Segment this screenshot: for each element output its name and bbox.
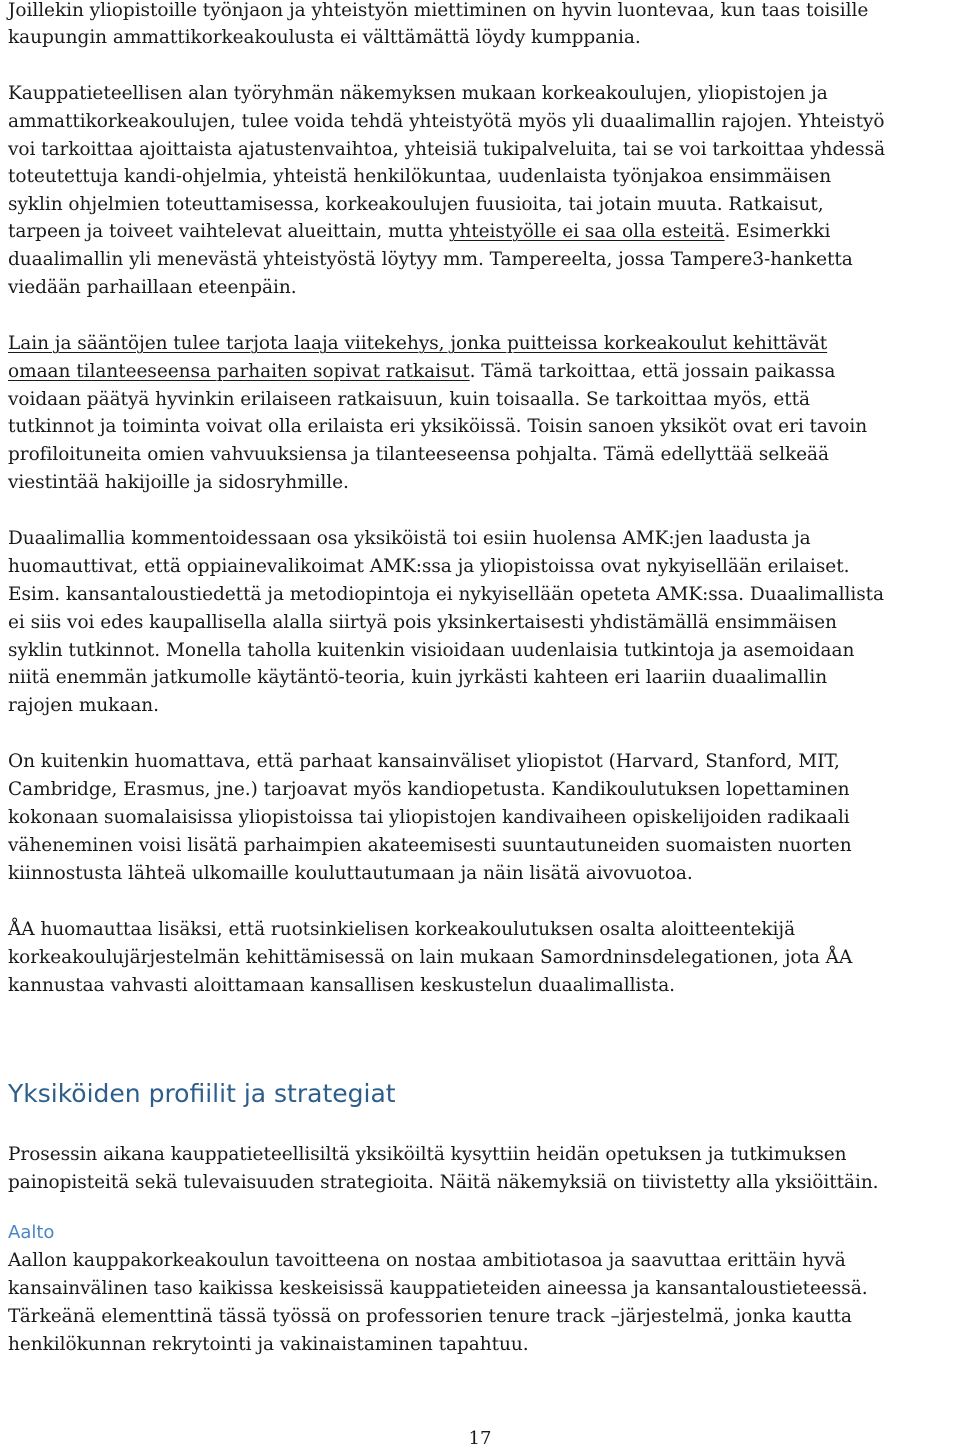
paragraph-8-line-1: Aallon kauppakorkeakoulun tavoitteena on nostaa ambitiotasoa ja saavuttaa erittäin hyvä <box>8 1250 846 1271</box>
paragraph-6-line-3: kannustaa vahvasti aloittamaan kansallisen keskustelun duaalimallista. <box>8 975 676 996</box>
paragraph-3-underlined-phrase-1: Lain ja sääntöjen tulee tarjota laaja viitekehys, jonka puitteissa korkeakoulut kehittävät <box>8 333 828 354</box>
paragraph-8-line-4: henkilökunnan rekrytointi ja vakinaistaminen tapahtuu. <box>8 1334 529 1355</box>
paragraph-7-line-1: Prosessin aikana kauppatieteellisiltä yksiköiltä kysyttiin heidän opetuksen ja tutkimuksen <box>8 1144 847 1165</box>
paragraph-5-line-3: kokonaan suomalaisissa yliopistoissa tai yliopistojen kandivaiheen opiskelijoiden radikaali <box>8 807 850 828</box>
paragraph-3-line-5: profiloituneita omien vahvuuksiensa ja tilanteeseensa pohjalta. Tämä edellyttää selkeää <box>8 444 829 465</box>
paragraph-4-line-3: Esim. kansantaloustiedettä ja metodiopintoja ei nykyisellään opeteta AMK:ssa. Duaalimallista <box>8 584 885 605</box>
paragraph-4-line-2: huomauttivat, että oppiainevalikoimat AMK:ssa ja yliopistoissa ovat nykyisellään erilaiset. <box>8 556 850 577</box>
paragraph-2-line-7: duaalimallin yli menevästä yhteistyöstä löytyy mm. Tampereelta, jossa Tampere3-hanketta <box>8 249 853 270</box>
paragraph-2-line-5: syklin ohjelmien toteuttamisessa, korkeakoulujen fuusioita, tai jotain muuta. Ratkaisut, <box>8 194 824 215</box>
paragraph-6-line-2: korkeakoulujärjestelmän kehittämisessä on lain mukaan Samordninsdelegationen, jota ÅA <box>8 947 853 968</box>
paragraph-2-line-8: viedään parhaillaan eteenpäin. <box>8 277 297 298</box>
paragraph-3-underlined-phrase-2: omaan tilanteeseensa parhaiten sopivat ratkaisut <box>8 361 470 382</box>
paragraph-8-line-2: kansainvälinen taso kaikissa keskeisissä kauppatieteiden aineessa ja kansantaloustieteessä. <box>8 1278 868 1299</box>
paragraph-2-line-3: voi tarkoittaa ajoittaista ajatustenvaihtoa, yhteisiä tukipalveluita, tai se voi tarkoittaa yhdessä <box>8 139 886 160</box>
paragraph-2-line-1: Kauppatieteellisen alan työryhmän näkemyksen mukaan korkeakoulujen, yliopistojen ja <box>8 83 828 104</box>
paragraph-5-line-4: väheneminen voisi lisätä parhaimpien akateemisesti suuntautuneiden suomaisten nuorten <box>8 835 852 856</box>
paragraph-5-line-2: Cambridge, Erasmus, jne.) tarjoavat myös kandiopetusta. Kandikoulutuksen lopettaminen <box>8 779 850 800</box>
paragraph-5-line-5: kiinnostusta lähteä ulkomaille kouluttautumaan ja näin lisätä aivovuotoa. <box>8 863 693 884</box>
paragraph-3-line-6: viestintää hakijoille ja sidosryhmille. <box>8 472 349 493</box>
paragraph-3-line-4: tutkinnot ja toiminta voivat olla erilaista eri yksiköissä. Toisin sanoen yksiköt ovat eri tavoin <box>8 416 868 437</box>
paragraph-2-line-2: ammattikorkeakoulujen, tulee voida tehdä yhteistyötä myös yli duaalimallin rajojen. Yhteistyö <box>8 111 885 132</box>
subsection-heading-aalto: Aalto <box>8 1222 55 1243</box>
paragraph-2-line-4: toteutettuja kandi-ohjelmia, yhteistä henkilökuntaa, uudenlaista työnjakoa ensimmäisen <box>8 166 832 187</box>
paragraph-2-line-6 <box>8 218 830 245</box>
paragraph-1-line-1: Joillekin yliopistoille työnjaon ja yhteistyön miettiminen on hyvin luontevaa, kun taas toisille <box>8 0 869 21</box>
paragraph-2-underlined-phrase: yhteistyölle ei saa olla esteitä <box>449 221 725 242</box>
section-heading: Yksiköiden profiilit ja strategiat <box>8 1079 396 1108</box>
paragraph-2-line-6-text-a: tarpeen ja toiveet vaihtelevat alueittain, mutta <box>8 221 449 242</box>
paragraph-3-line-2 <box>8 358 835 385</box>
paragraph-4-line-4: ei siis voi edes kaupallisella alalla siirtyä pois yksinkertaisesti yhdistämällä ensimmäisen <box>8 612 837 633</box>
paragraph-6-line-1: ÅA huomauttaa lisäksi, että ruotsinkielisen korkeakoulutuksen osalta aloitteentekijä <box>8 919 796 940</box>
paragraph-3-line-3: voidaan päätyä hyvinkin erilaiseen ratkaisuun, kuin toisaalla. Se tarkoittaa myös, että <box>8 389 810 410</box>
page-number: 17 <box>468 1428 492 1449</box>
paragraph-3-line-1 <box>8 330 827 357</box>
paragraph-7-line-2: painopisteitä sekä tulevaisuuden strategioita. Näitä näkemyksiä on tiivistetty alla yksiöittäin. <box>8 1172 879 1193</box>
paragraph-5-line-1: On kuitenkin huomattava, että parhaat kansainväliset yliopistot (Harvard, Stanford, MIT, <box>8 751 840 772</box>
paragraph-1-line-2: kaupungin ammattikorkeakoulusta ei välttämättä löydy kumppania. <box>8 27 641 48</box>
paragraph-4-line-5: syklin tutkinnot. Monella taholla kuitenkin visioidaan uudenlaisia tutkintoja ja asemoidaan <box>8 640 855 661</box>
paragraph-4-line-6: niitä enemmän jatkumolle käytäntö-teoria, kuin jyrkästi kahteen eri laariin duaalimallin <box>8 667 828 688</box>
paragraph-8-line-3: Tärkeänä elementtinä tässä työssä on professorien tenure track –järjestelmä, jonka kautta <box>8 1306 852 1327</box>
paragraph-4-line-1: Duaalimallia kommentoidessaan osa yksiköistä toi esiin huolensa AMK:jen laadusta ja <box>8 528 811 549</box>
paragraph-4-line-7: rajojen mukaan. <box>8 695 159 716</box>
paragraph-2-line-6-text-b: . Esimerkki <box>724 221 831 242</box>
paragraph-3-line-2-text: . Tämä tarkoittaa, että jossain paikassa <box>469 361 836 382</box>
